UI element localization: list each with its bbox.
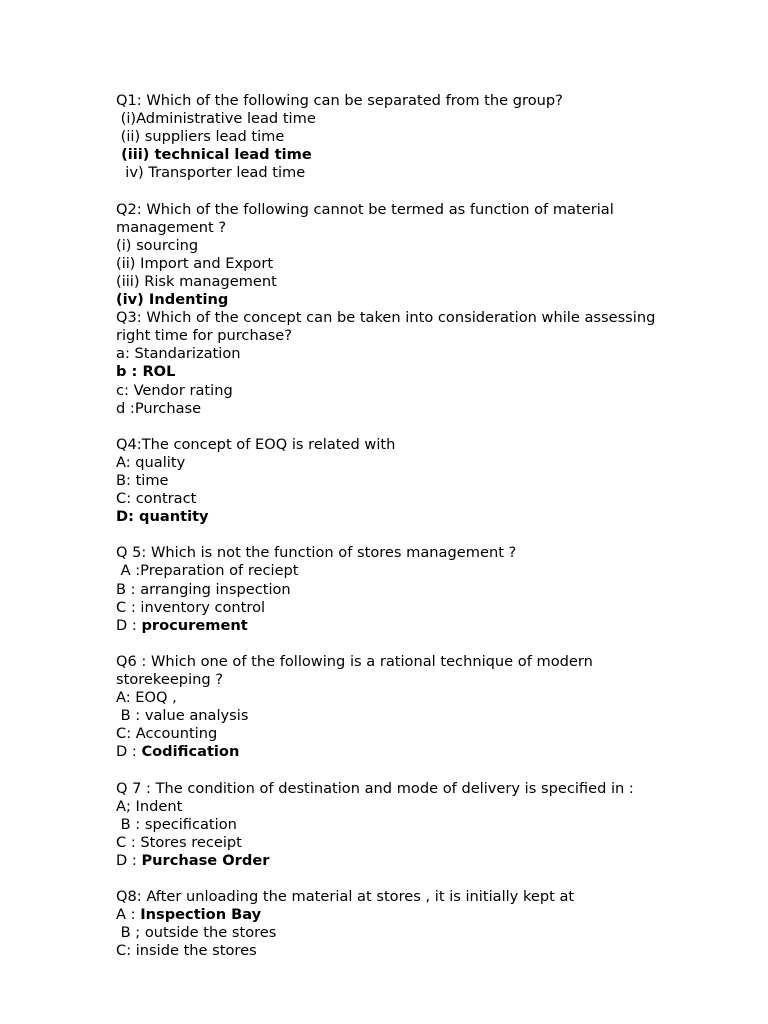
option-line: [116, 942, 656, 960]
option-line: [116, 273, 656, 291]
blank-line: [116, 635, 656, 653]
option-line: [116, 798, 656, 816]
line-text: B ; outside the stores: [116, 924, 277, 942]
line-text: Q1: Which of the following can be separated from the group?: [116, 92, 563, 109]
line-text: C: contract: [116, 490, 197, 508]
option-line: [116, 382, 656, 400]
option-line: [116, 816, 656, 834]
correct-answer: D: quantity: [116, 508, 209, 526]
question-1: [116, 92, 656, 182]
option-line: [116, 906, 656, 924]
question-6: [116, 653, 656, 762]
question-text: [116, 780, 656, 798]
question-4: [116, 436, 656, 526]
question-7: [116, 780, 656, 870]
blank-line: [116, 418, 656, 436]
line-text: c: Vendor rating: [116, 381, 233, 399]
option-line: [116, 852, 656, 870]
line-text: (ii) suppliers lead time: [116, 128, 285, 146]
correct-answer: procurement: [141, 616, 248, 634]
option-line: [116, 617, 656, 635]
line-text: Q4:The concept of EOQ is related with: [116, 435, 396, 453]
line-text: C: inside the stores: [116, 942, 257, 960]
line-text: d :Purchase: [116, 399, 202, 417]
option-line: [116, 363, 656, 381]
correct-answer: b : ROL: [116, 363, 176, 381]
correct-answer: (iii) technical lead time: [116, 146, 312, 164]
option-line: [116, 689, 656, 707]
line-text: A: quality: [116, 453, 186, 471]
blank-line: [116, 870, 656, 888]
line-text: Q2: Which of the following cannot be termed as function of material management ?: [116, 200, 619, 236]
correct-answer: Purchase Order: [141, 851, 270, 869]
option-line: [116, 400, 656, 418]
line-text: (i)Administrative lead time: [116, 110, 316, 128]
option-line: [116, 255, 656, 273]
line-text: (ii) Import and Export: [116, 254, 274, 272]
option-line: [116, 128, 656, 146]
question-5: [116, 544, 656, 634]
line-text: B : arranging inspection: [116, 580, 291, 598]
line-text: Q 7 : The condition of destination and mode of delivery is specified in :: [116, 779, 634, 797]
line-text: a: Standarization: [116, 345, 241, 363]
line-text: (iii) Risk management: [116, 272, 277, 290]
question-8: [116, 888, 656, 960]
option-line: [116, 345, 656, 363]
line-text: B: time: [116, 471, 169, 489]
document-page: [116, 92, 660, 961]
line-text: C: Accounting: [116, 725, 218, 743]
question-text: [116, 92, 656, 110]
line-text: C : Stores receipt: [116, 833, 242, 851]
option-line: [116, 472, 656, 490]
question-2: [116, 201, 656, 310]
option-line: [116, 237, 656, 255]
option-line: [116, 490, 656, 508]
option-line: [116, 743, 656, 761]
line-text: Q3: Which of the concept can be taken into consideration while assessing right time for purchase?: [116, 309, 660, 345]
line-text: B : specification: [116, 815, 237, 833]
question-text: [116, 888, 656, 906]
blank-line: [116, 526, 656, 544]
option-line: [116, 707, 656, 725]
blank-line: [116, 761, 656, 779]
line-text: A: EOQ ,: [116, 689, 177, 707]
line-text: (i) sourcing: [116, 236, 199, 254]
option-line: [116, 291, 656, 309]
option-line: [116, 834, 656, 852]
question-text: [116, 436, 656, 454]
option-line: [116, 581, 656, 599]
line-text: A :Preparation of reciept: [116, 562, 299, 580]
question-3: [116, 309, 660, 418]
option-line: [116, 164, 656, 182]
line-text: Q6 : Which one of the following is a rational technique of modern storekeeping ?: [116, 652, 598, 688]
question-text: [116, 653, 656, 689]
option-line: [116, 725, 656, 743]
correct-answer: (iv) Indenting: [116, 291, 229, 309]
line-text: iv) Transporter lead time: [116, 164, 306, 182]
question-text: [116, 309, 660, 345]
option-line: [116, 110, 656, 128]
correct-answer: Codification: [141, 743, 240, 761]
blank-line: [116, 182, 656, 200]
option-line: [116, 146, 656, 164]
question-text: [116, 201, 656, 237]
question-text: [116, 544, 656, 562]
line-text: Q 5: Which is not the function of stores management ?: [116, 544, 517, 562]
option-line: [116, 562, 656, 580]
option-prefix: D :: [116, 616, 142, 634]
option-line: [116, 599, 656, 617]
line-text: A; Indent: [116, 797, 183, 815]
line-text: C : inventory control: [116, 598, 266, 616]
line-text: Q8: After unloading the material at stores , it is initially kept at: [116, 888, 575, 906]
line-text: B : value analysis: [116, 707, 249, 725]
option-prefix: A :: [116, 906, 141, 924]
correct-answer: Inspection Bay: [140, 906, 262, 924]
option-line: [116, 454, 656, 472]
option-line: [116, 924, 656, 942]
option-prefix: D :: [116, 743, 142, 761]
option-line: [116, 508, 656, 526]
option-prefix: D :: [116, 851, 142, 869]
